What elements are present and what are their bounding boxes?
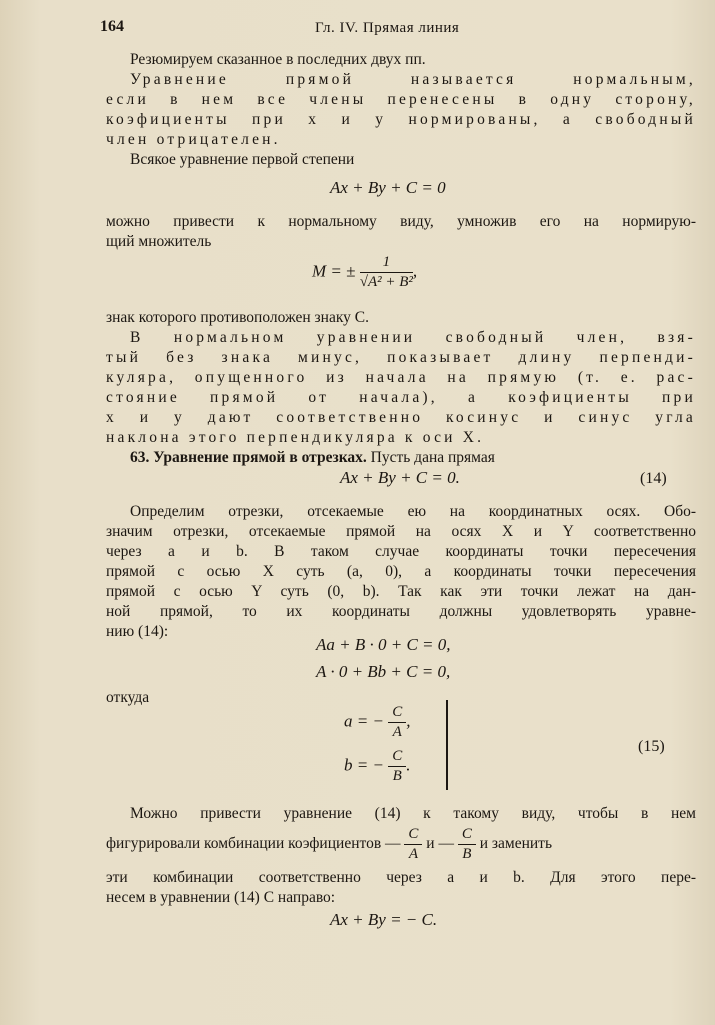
paragraph-normalize-1: можно привести к нормальному виду, умножив его на нормирую- [106,213,696,230]
equation-substitute-b: A · 0 + Bb + C = 0, [316,662,451,681]
normal-def-line-4: член отрицателен. [106,131,281,148]
section-lead: Пусть дана прямая [370,449,495,466]
paragraph-combination-2 [106,826,696,863]
combination-text-a: фигурировали комбинации коэфициентов — [106,835,401,853]
eq15-a-fraction [388,704,406,741]
eq15-a-tail: , [406,711,411,731]
combination-fraction-2 [458,826,476,863]
eq15-a-numerator: C [388,704,406,723]
eq15-b-denominator: B [392,768,402,784]
normal-meaning-line-6: наклона этого перпендикуляра к оси X. [106,429,485,446]
equation-general: Ax + By + C = 0 [330,178,446,197]
section-title: Уравнение прямой в отрезках. [153,449,367,466]
eq15-b-numerator: C [388,748,406,767]
combination-fraction-1 [404,826,422,863]
normal-def-line-1: Уравнение прямой называется нормальным, [130,71,696,88]
eq15-b-tail: . [406,755,411,775]
paragraph-intercepts-2: значим отрезки, отсекаемые прямой на осях X и Y соответственно [106,523,696,540]
m-denominator: √A² + B² [359,274,413,290]
eq15-b-lhs: b = − [344,755,384,775]
equation-substitute-a: Aa + B · 0 + C = 0, [316,635,451,654]
m-numerator: 1 [360,254,413,273]
combination-fraction-1-num: C [404,826,422,845]
section-63-heading [106,448,696,468]
m-lhs: M = ± [312,261,356,281]
paragraph-combination-1: Можно привести уравнение (14) к такому виду, чтобы в нем [130,805,696,822]
eq15-a-denominator: A [392,724,402,740]
normal-meaning-line-2: тый без знака минус, показывает длину перпенди- [106,349,696,366]
normal-meaning-line-4: стояние прямой от начала), а коэфициенты при [106,389,696,406]
normal-meaning-line-3: куляра, опущенного из начала на прямую (т. е. рас- [106,369,696,386]
paragraph-intercepts-5: прямой с осью Y суть (0, b). Так как эти точки лежат на дан- [106,583,696,600]
normal-meaning-line-5: x и y дают соответственно косинус и синус угла [106,409,696,426]
section-number: 63. [130,449,150,466]
paragraph-summary: Резюмируем сказанное в последних двух пп. [130,51,426,68]
paragraph-combination-4: несем в уравнении (14) C направо: [106,889,336,906]
eq15-a-lhs: a = − [344,711,384,731]
m-tail: , [412,261,418,281]
paragraph-intercepts-4: прямой с осью X суть (a, 0), а координаты точки пересечения [106,563,696,580]
normal-meaning-line-1: В нормальном уравнении свободный член, взя- [130,329,696,346]
equation-15-a [344,704,410,741]
page-number: 164 [100,18,124,35]
paragraph-intercepts-3: через a и b. В таком случае координаты точки пересечения [106,543,696,560]
paragraph-intercepts-1: Определим отрезки, отсекаемые ею на координатных осях. Обо- [130,503,696,520]
equation-normalizing-factor [312,254,417,291]
equation-14: Ax + By + C = 0. [340,468,460,487]
normal-def-line-2: если в нем все члены перенесены в одну сторону, [106,91,696,108]
paragraph-sign: знак которого противоположен знаку C. [106,309,369,326]
combination-fraction-2-num: C [458,826,476,845]
system-brace [446,700,448,790]
equation-15-b [344,748,410,785]
running-title: Гл. IV. Прямая линия [315,20,460,36]
combination-text-b: и заменить [479,835,553,853]
combination-text-mid: и — [426,835,458,853]
combination-fraction-2-den: B [462,846,472,862]
normal-def-line-3: коэфициенты при x и y нормированы, а свободный [106,111,696,128]
combination-fraction-1-den: A [408,846,418,862]
word-otkuda: откуда [106,689,150,706]
paragraph-combination-3: эти комбинации соответственно через a и b. Для этого пере- [106,869,696,886]
page-header [100,14,685,42]
paragraph-intercepts-6: ной прямой, то их координаты должны удовлетворять уравне- [106,603,696,620]
m-fraction [360,254,413,291]
paragraph-normalize-2: щий множитель [106,233,212,250]
equation-14-label: (14) [640,470,667,487]
equation-final: Ax + By = − C. [330,910,438,929]
paragraph-first-degree: Всякое уравнение первой степени [130,151,355,168]
equation-15-label: (15) [638,738,665,755]
paragraph-intercepts-7: нию (14): [106,623,169,640]
eq15-b-fraction [388,748,406,785]
